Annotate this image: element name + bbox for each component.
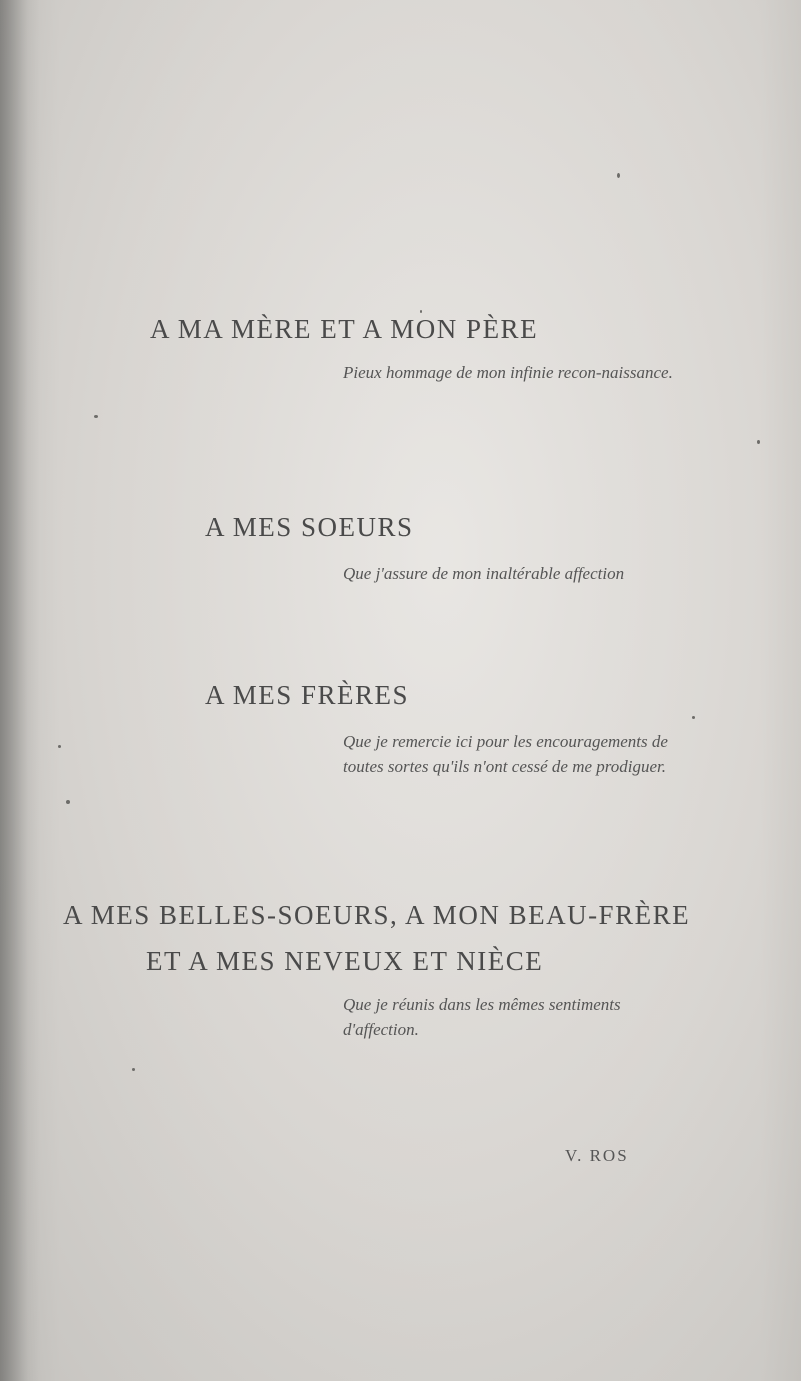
heading-family-line1: A MES BELLES-SOEURS, A MON BEAU-FRÈRE <box>63 900 691 930</box>
heading-family-line2: ET A MES NEVEUX ET NIÈCE <box>146 946 544 976</box>
dedication-parents: Pieux hommage de mon infinie recon-naissance. <box>343 363 673 382</box>
paper-speck <box>420 310 422 313</box>
paper-speck <box>58 745 61 748</box>
page-edge-shadow <box>0 0 40 1381</box>
dedication-sisters: Que j'assure de mon inaltérable affection <box>343 564 625 583</box>
paper-speck <box>692 716 695 719</box>
paper-speck <box>66 800 70 804</box>
heading-parents: A MA MÈRE ET A MON PÈRE <box>150 314 539 344</box>
heading-sisters: A MES SOEURS <box>205 512 414 542</box>
paper-speck <box>617 173 620 178</box>
paper-speck <box>94 415 98 418</box>
dedication-brothers: Que je remercie ici pour les encouragements de toutes sortes qu'ils n'ont cessé de me prodiguer. <box>343 732 668 776</box>
heading-brothers: A MES FRÈRES <box>205 680 410 710</box>
dedication-family: Que je réunis dans les mêmes sentiments d'affection. <box>343 995 621 1039</box>
signature: V. ROS <box>565 1146 629 1165</box>
paper-speck <box>132 1068 135 1071</box>
paper-speck <box>757 440 760 444</box>
